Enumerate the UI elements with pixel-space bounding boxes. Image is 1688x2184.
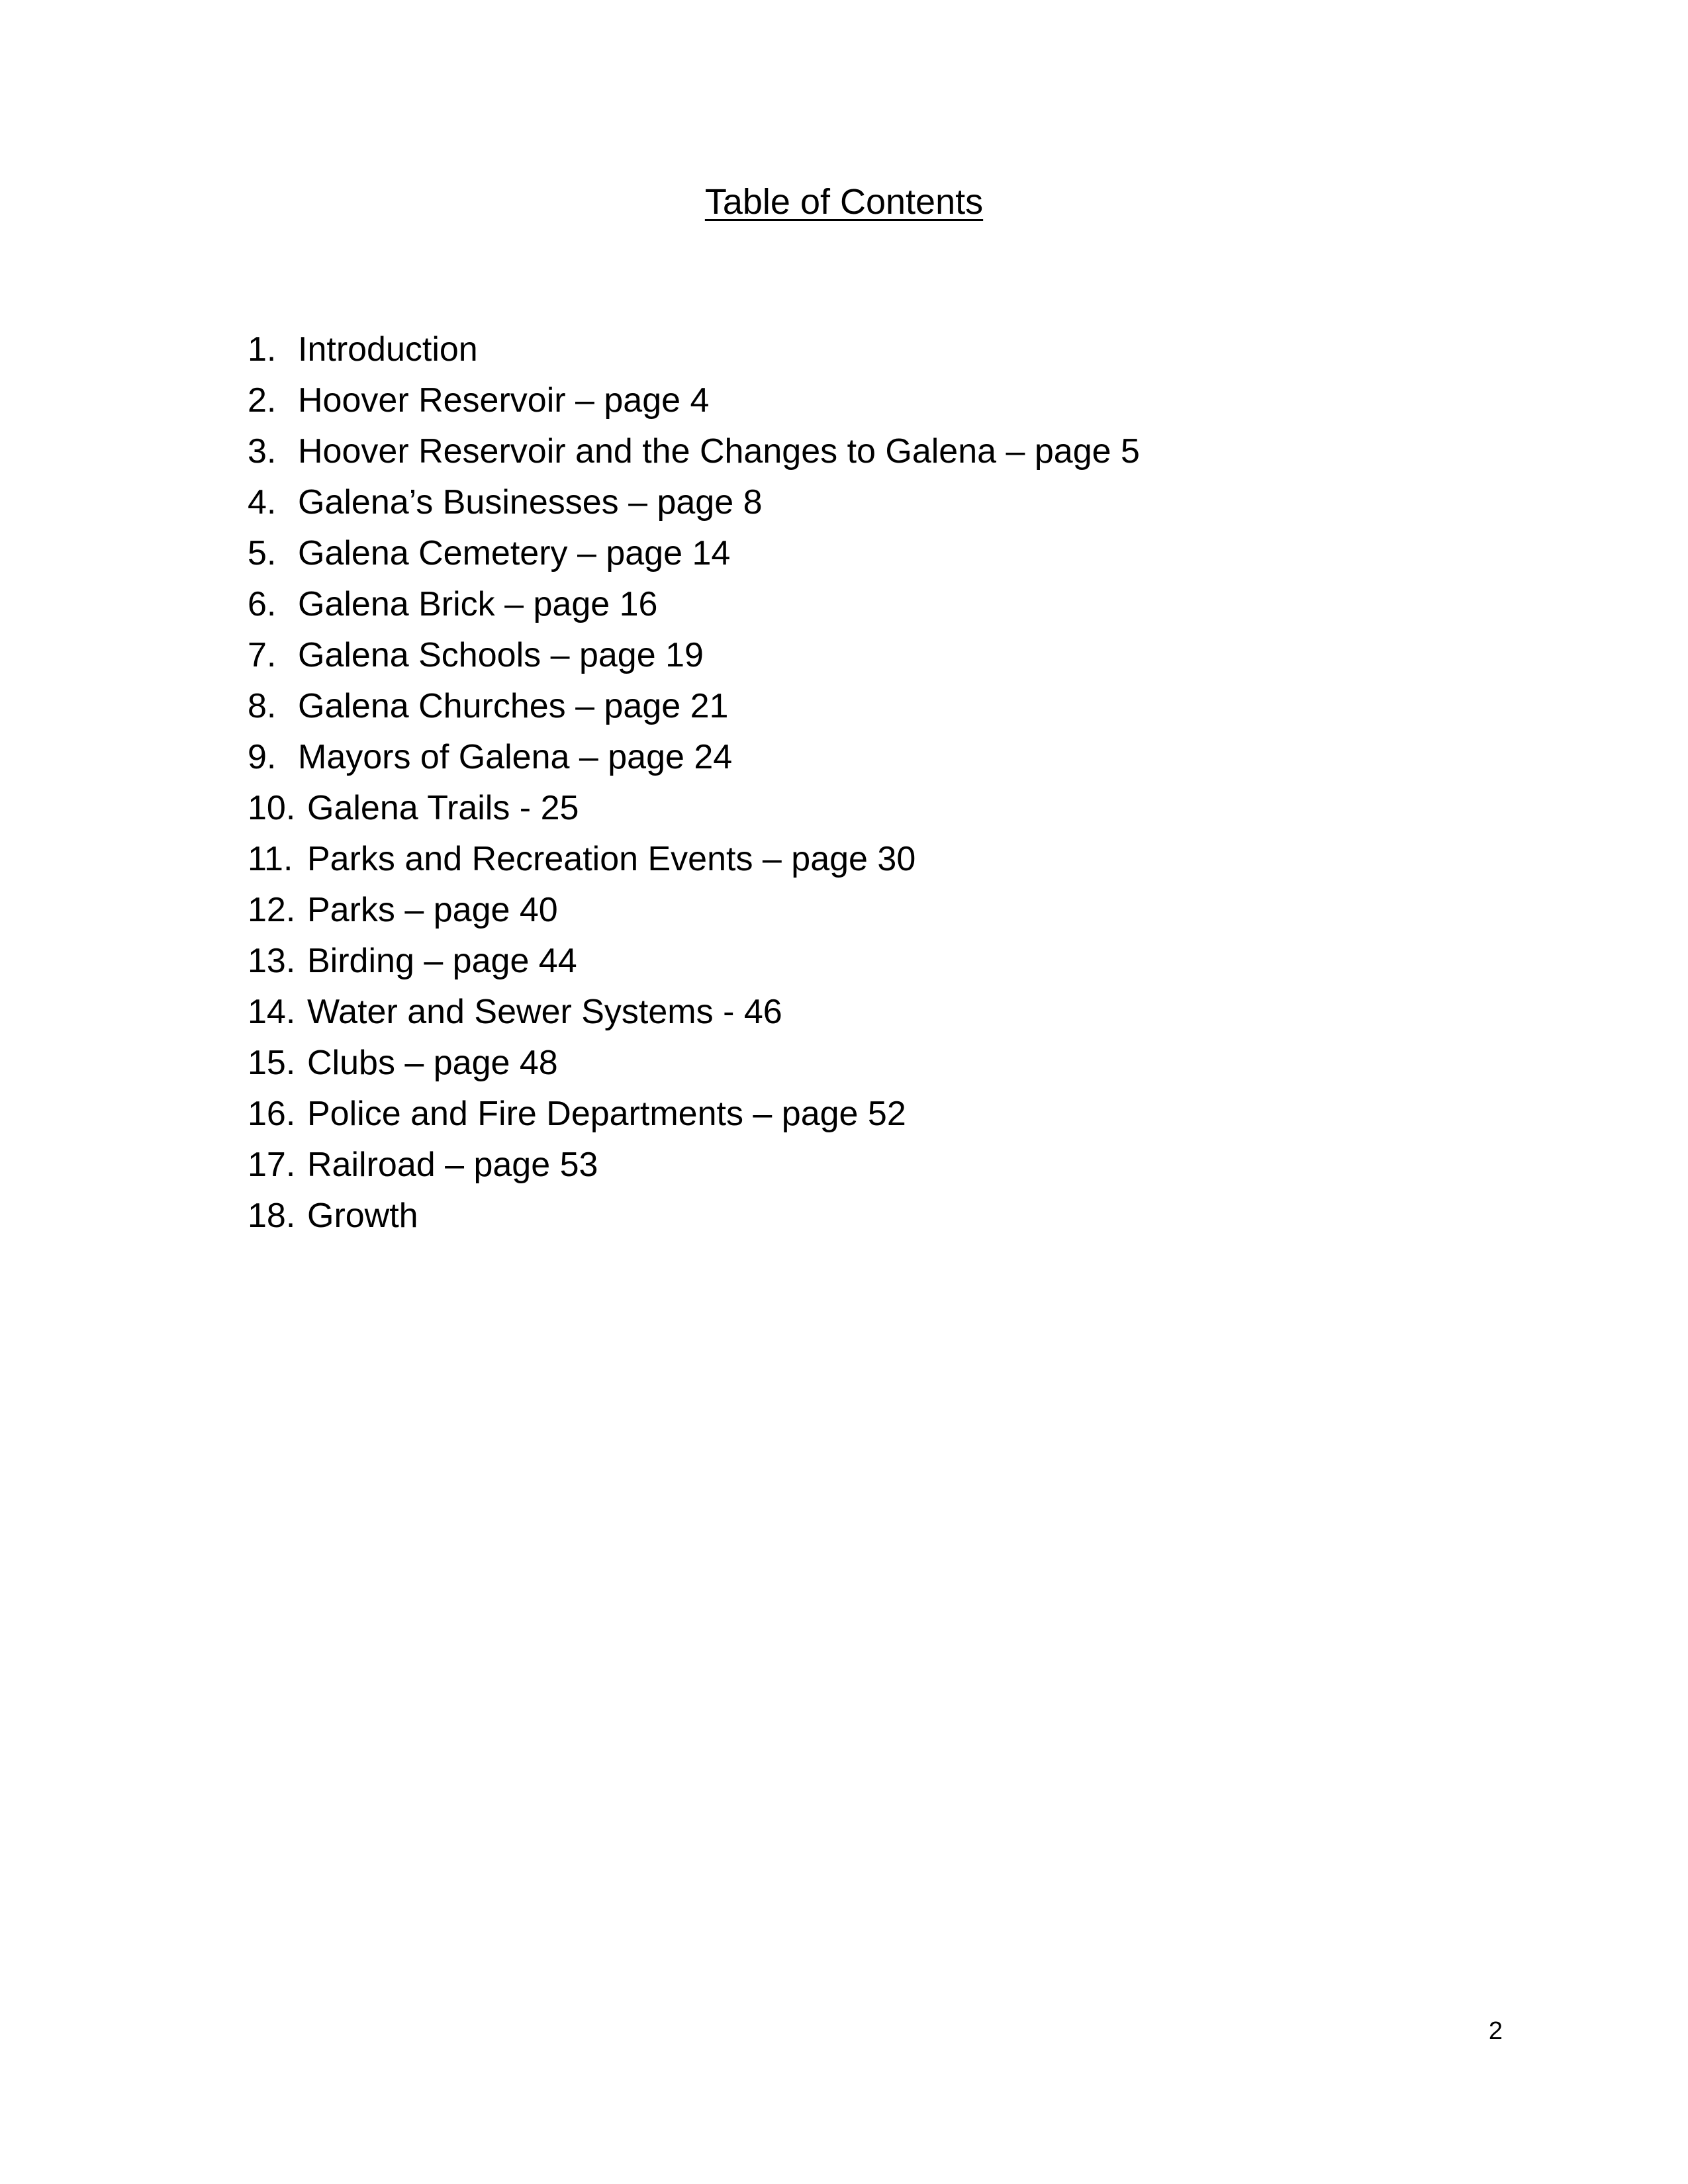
toc-item-number: 8.: [248, 687, 277, 725]
toc-item: [248, 885, 1140, 936]
toc-item: [248, 1191, 1140, 1242]
toc-item: [248, 936, 1140, 987]
toc-item-number: 10.: [248, 789, 296, 827]
toc-item-text: Galena Brick – page 16: [298, 585, 658, 623]
toc-item-number: 13.: [248, 942, 296, 980]
page-title: Table of Contents: [704, 182, 984, 222]
toc-item-text: Birding – page 44: [307, 942, 577, 980]
toc-item-number: 3.: [248, 432, 277, 471]
toc-item-text: Hoover Reservoir – page 4: [298, 381, 710, 420]
toc-item: [248, 783, 1140, 834]
toc-item-text: Mayors of Galena – page 24: [298, 738, 733, 776]
toc-item: [248, 732, 1140, 783]
toc-item-number: 12.: [248, 891, 296, 929]
toc-item-text: Introduction: [298, 330, 478, 369]
toc-item-number: 17.: [248, 1146, 296, 1184]
toc-item-number: 1.: [248, 330, 277, 369]
toc-item-text: Parks and Recreation Events – page 30: [307, 840, 916, 878]
toc-item-number: 2.: [248, 381, 277, 420]
toc-item-text: Galena Schools – page 19: [298, 636, 704, 674]
toc-item: [248, 987, 1140, 1038]
toc-item-number: 11.: [248, 840, 293, 878]
toc-item: [248, 324, 1140, 375]
toc-item: [248, 1089, 1140, 1140]
toc-item-text: Growth: [307, 1197, 418, 1235]
toc-item-text: Police and Fire Departments – page 52: [307, 1095, 906, 1133]
toc-item-text: Galena Cemetery – page 14: [298, 534, 731, 572]
toc-item-text: Parks – page 40: [307, 891, 558, 929]
toc-item-number: 7.: [248, 636, 277, 674]
toc-item-text: Hoover Reservoir and the Changes to Galena – page 5: [298, 432, 1140, 471]
table-of-contents: [248, 324, 1140, 1242]
toc-item-text: Clubs – page 48: [307, 1044, 558, 1082]
toc-item-number: 5.: [248, 534, 277, 572]
toc-item: [248, 375, 1140, 426]
toc-item: [248, 528, 1140, 579]
toc-item-number: 18.: [248, 1197, 296, 1235]
toc-item-number: 16.: [248, 1095, 296, 1133]
toc-item: [248, 681, 1140, 732]
toc-item: [248, 1038, 1140, 1089]
toc-item-text: Galena Trails - 25: [307, 789, 579, 827]
toc-item-number: 15.: [248, 1044, 296, 1082]
toc-item: [248, 630, 1140, 681]
toc-item: [248, 1140, 1140, 1191]
toc-item: [248, 579, 1140, 630]
toc-item-text: Water and Sewer Systems - 46: [307, 993, 782, 1031]
toc-item-text: Railroad – page 53: [307, 1146, 598, 1184]
toc-item: [248, 477, 1140, 528]
toc-item-text: Galena Churches – page 21: [298, 687, 729, 725]
toc-item: [248, 834, 1140, 885]
toc-item-text: Galena’s Businesses – page 8: [298, 483, 763, 522]
toc-item-number: 9.: [248, 738, 277, 776]
toc-item-number: 4.: [248, 483, 277, 522]
toc-item: [248, 426, 1140, 477]
toc-item-number: 14.: [248, 993, 296, 1031]
toc-item-number: 6.: [248, 585, 277, 623]
page-number: 2: [1488, 2017, 1503, 2045]
